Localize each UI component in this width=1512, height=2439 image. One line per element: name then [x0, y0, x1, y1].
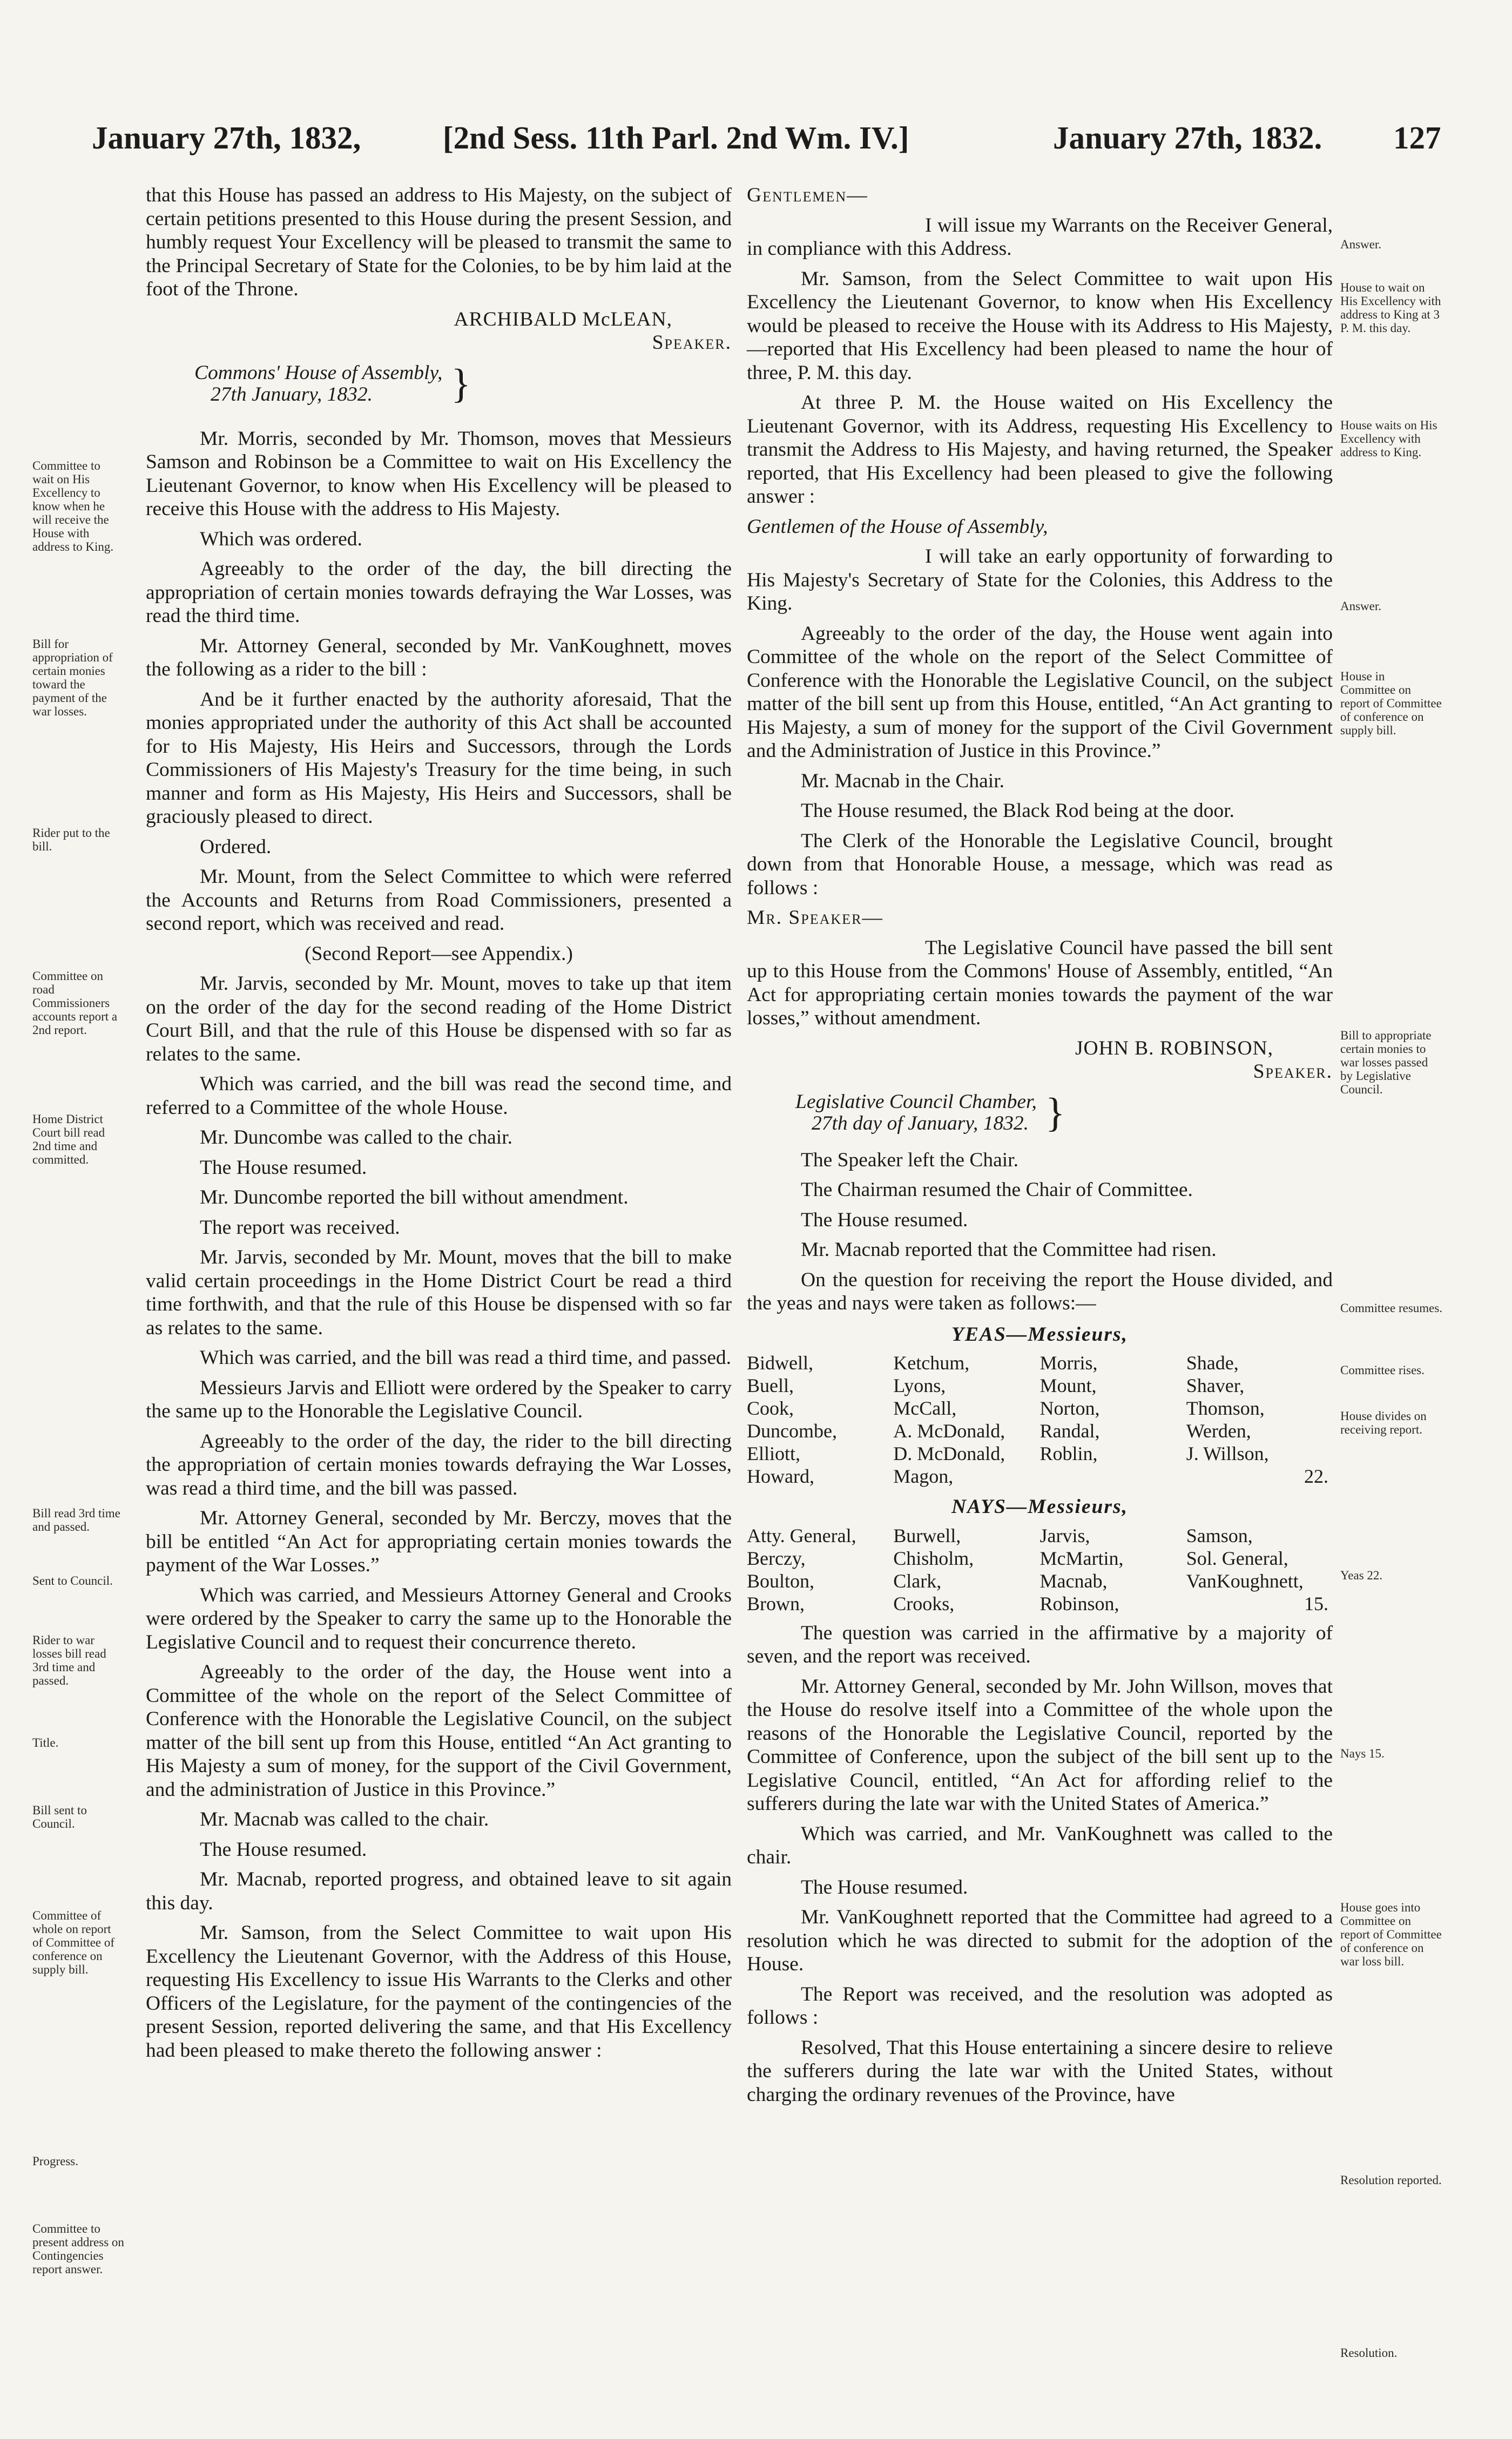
member-name: Duncombe,	[747, 1420, 837, 1442]
signature-title: Speaker.	[1253, 1060, 1333, 1083]
member-name: Mount,	[1040, 1375, 1097, 1396]
vote-total: 15.	[1304, 1592, 1328, 1614]
margin-note: Home District Court bill read 2nd time and committed.	[32, 1112, 105, 1166]
paragraph: Mr. Mount, from the Select Committee to which were referred the Accounts and Returns from Road Commissioners, presented a second report, which was received and read.	[146, 866, 732, 935]
vote-row	[747, 1397, 1333, 1420]
paragraph: On the question for receiving the report the House divided, and the yeas and nays were taken as follows:—	[747, 1268, 1333, 1314]
margin-note: Rider to war losses bill read 3rd time and passed.	[32, 1633, 106, 1687]
member-name: Chisholm,	[893, 1547, 974, 1569]
member-name: Sol. General,	[1186, 1547, 1288, 1569]
vote-total: 22.	[1304, 1465, 1328, 1487]
paragraph: Mr. Jarvis, seconded by Mr. Mount, moves to take up that item on the order of the day for the second reading of the Home District Court Bill, and that the rule of this House be dispensed with so far as relates to the same.	[146, 972, 732, 1065]
member-name: Magon,	[893, 1465, 954, 1487]
brace: }	[451, 361, 471, 407]
paragraph: Mr. Macnab reported that the Committee had risen.	[801, 1239, 1217, 1261]
member-name	[1040, 1465, 1186, 1488]
paragraph: The Report was received, and the resolution was adopted as follows :	[747, 1983, 1333, 2029]
paragraph: The House resumed.	[200, 1838, 367, 1861]
margin-note: Sent to Council.	[32, 1574, 113, 1587]
margin-note: Committee resumes.	[1340, 1301, 1443, 1315]
member-name: Thomson,	[1186, 1397, 1265, 1419]
nays-heading: NAYS—Messieurs,	[951, 1496, 1128, 1518]
paragraph: Agreeably to the order of the day, the House went into a Committee of the whole on the report of the Select Committee of Conference with the Honorable the Legislative Council, on the subject matter of the bill sent up from this House, entitled “An Act granting to His Majesty a sum of money, for the support of the Civil Government, and the administration of Justice in this Province.”	[146, 1661, 732, 1801]
paragraph: The Clerk of the Honorable the Legislative Council, brought down from that Honorable House, a message, which was read as follows :	[747, 829, 1333, 899]
paragraph: Mr. Attorney General, seconded by Mr. VanKoughnett, moves the following as a rider to the bill :	[146, 634, 732, 680]
paragraph: Mr. Attorney General, seconded by Mr. John Willson, moves that the House do resolve itself into a Committee of the whole upon the reasons of the Honorable the Legislative Council, reported by the Committee of Conference, upon the subject of the bill sent up to the Legislative Council, entitled, “An Act for affording relief to the sufferers during the late war with the United States of America.”	[747, 1675, 1333, 1815]
salutation: Mr. Speaker—	[747, 907, 883, 929]
member-name: Ketchum,	[893, 1352, 970, 1374]
member-name: Clark,	[893, 1570, 942, 1592]
vote-row	[747, 1465, 1333, 1488]
margin-note: Committee rises.	[1340, 1363, 1425, 1377]
member-name: Werden,	[1186, 1420, 1251, 1442]
member-name: Randal,	[1040, 1420, 1100, 1442]
page-number: 127	[1393, 120, 1441, 156]
member-name: VanKoughnett,	[1186, 1570, 1304, 1592]
member-name: J. Willson,	[1186, 1443, 1269, 1464]
paragraph: Mr. Macnab, reported progress, and obtained leave to sit again this day.	[146, 1868, 732, 1914]
paragraph: Which was carried, and Messieurs Attorney General and Crooks were ordered by the Speaker to carry the same up to the Honorable the Legislative Council and to request their concurrence thereto.	[146, 1584, 732, 1653]
paragraph: The House resumed, the Black Rod being at the door.	[801, 800, 1234, 822]
dateline-place: Commons' House of Assembly,	[194, 361, 443, 384]
margin-note: Answer.	[1340, 599, 1382, 613]
member-name	[1186, 1465, 1333, 1488]
member-name: Elliott,	[747, 1443, 800, 1464]
paragraph: Mr. VanKoughnett reported that the Committee had agreed to a resolution which he was directed to submit for the adoption of the House.	[747, 1906, 1333, 1975]
margin-note: Title.	[32, 1736, 59, 1749]
margin-note: House to wait on His Excellency with address to King at 3 P. M. this day.	[1340, 281, 1441, 335]
margin-note: Committee to wait on His Excellency to know when he will receive the House with address to King.	[32, 459, 114, 553]
margin-note: Progress.	[32, 2154, 78, 2168]
paragraph: Mr. Samson, from the Select Committee to wait upon His Excellency the Lieutenant Governor, with the Address of this House, requesting His Excellency to issue His Warrants to the Clerks and other Officers of the Legislature, for the payment of the contingencies of the present Session, reported delivering the same, and that His Excellency had been pleased to make thereto the following answer :	[146, 1922, 732, 2062]
signature-name: JOHN B. ROBINSON,	[1075, 1037, 1273, 1059]
member-name: Samson,	[1186, 1524, 1253, 1546]
margin-note: Bill read 3rd time and passed.	[32, 1506, 120, 1533]
dateline	[194, 362, 732, 406]
paragraph: The Legislative Council have passed the bill sent up to this House from the Commons' House of Assembly, entitled, “An Act for appropriating certain monies towards the payment of the war losses,” without amendment.	[747, 936, 1333, 1029]
paragraph: Agreeably to the order of the day, the bill directing the appropriation of certain monies towards defraying the War Losses, was read the third time.	[146, 558, 732, 627]
paragraph: The Chairman resumed the Chair of Committee.	[801, 1179, 1193, 1201]
margin-note: Resolution.	[1340, 2346, 1398, 2360]
margin-note: Bill for appropriation of certain monies toward the payment of the war losses.	[32, 637, 113, 718]
paragraph: I will take an early opportunity of forwarding to His Majesty's Secretary of State for the Colonies, this Address to the King.	[747, 545, 1333, 614]
paragraph: The question was carried in the affirmative by a majority of seven, and the report was received.	[747, 1622, 1333, 1667]
member-name: Macnab,	[1040, 1570, 1108, 1592]
vote-row	[747, 1524, 1333, 1547]
vote-row	[747, 1570, 1333, 1592]
paragraph: Messieurs Jarvis and Elliott were ordered by the Speaker to carry the same up to the Honorable the Legislative Council.	[146, 1376, 732, 1422]
member-name: Burwell,	[893, 1524, 961, 1546]
yeas-table	[747, 1352, 1333, 1488]
member-name: Roblin,	[1040, 1443, 1098, 1464]
member-name: McMartin,	[1040, 1547, 1124, 1569]
paragraph: Ordered.	[200, 835, 272, 858]
dateline-date: 27th day of January, 1832.	[812, 1112, 1029, 1134]
member-name: Atty. General,	[747, 1524, 856, 1546]
paragraph: Resolved, That this House entertaining a sincere desire to relieve the sufferers during the late war with the United States, without charging the ordinary revenues of the Province, have	[747, 2036, 1333, 2106]
salutation: Gentlemen of the House of Assembly,	[747, 515, 1048, 538]
member-name: Morris,	[1040, 1352, 1098, 1374]
member-name: A. McDonald,	[893, 1420, 1005, 1442]
paragraph: Which was carried, and the bill was read a third time, and passed.	[200, 1347, 732, 1369]
vote-row	[747, 1592, 1333, 1615]
margin-note: House divides on receiving report.	[1340, 1409, 1427, 1436]
margin-note: Committee of whole on report of Committee of conference on supply bill.	[32, 1909, 115, 1976]
margin-note: Rider put to the bill.	[32, 826, 110, 853]
member-name: D. McDonald,	[893, 1443, 1005, 1464]
paragraph: Mr. Macnab in the Chair.	[801, 769, 1005, 792]
member-name: Norton,	[1040, 1397, 1100, 1419]
member-name: Howard,	[747, 1465, 814, 1487]
dateline	[795, 1091, 1333, 1134]
member-name: McCall,	[893, 1397, 957, 1419]
paragraph: Which was carried, and the bill was read the second time, and referred to a Committee of the whole House.	[146, 1073, 732, 1119]
margin-note: Resolution reported.	[1340, 2173, 1442, 2187]
member-name	[1186, 1592, 1333, 1615]
paragraph: And be it further enacted by the authority aforesaid, That the monies appropriated under the authority of this Act shall be accounted for to His Majesty, His Heirs and Successors, through the Lords Commissioners of His Majesty's Treasury for the time being, in such manner and form as His Majesty, His Heirs and Successors, shall be graciously pleased to direct.	[146, 688, 732, 828]
paragraph: that this House has passed an address to His Majesty, on the subject of certain petitions presented to this House during the present Session, and humbly request Your Excellency will be pleased to transmit the same to the Principal Secretary of State for the Colonies, to be by him laid at the foot of the Throne.	[146, 184, 732, 300]
paragraph: I will issue my Warrants on the Receiver General, in compliance with this Address.	[747, 214, 1333, 260]
margin-note: House waits on His Excellency with address to King.	[1340, 418, 1437, 459]
paragraph: The Speaker left the Chair.	[801, 1148, 1018, 1171]
paragraph: Agreeably to the order of the day, the House went again into Committee of the whole on the report of the Select Committee of Conference with the Honorable the Legislative Council, on the subject matter of the bill sent up from this House, entitled, “An Act granting to His Majesty, a sum of money for the support of the Civil Government and the Administration of Justice in this Province.”	[747, 622, 1333, 762]
member-name: Berczy,	[747, 1547, 806, 1569]
paragraph: The House resumed.	[801, 1876, 968, 1898]
vote-row	[747, 1374, 1333, 1397]
running-header	[92, 111, 1453, 165]
member-name: Boulton,	[747, 1570, 815, 1592]
paragraph: Which was ordered.	[200, 528, 362, 550]
margin-note: Nays 15.	[1340, 1747, 1385, 1760]
member-name: Cook,	[747, 1397, 794, 1419]
yeas-heading: YEAS—Messieurs,	[951, 1323, 1128, 1346]
member-name: Bidwell,	[747, 1352, 813, 1374]
paragraph: The House resumed.	[200, 1156, 367, 1179]
signature-title: Speaker.	[652, 332, 732, 354]
dateline-place: Legislative Council Chamber,	[795, 1090, 1037, 1113]
paragraph: The report was received.	[200, 1216, 400, 1239]
member-name: Robinson,	[1040, 1592, 1119, 1614]
paragraph: Mr. Duncombe reported the bill without amendment.	[200, 1186, 629, 1208]
margin-note: House goes into Committee on report of Committee of conference on war loss bill.	[1340, 1901, 1442, 1968]
header-session: [2nd Sess. 11th Parl. 2nd Wm. IV.]	[443, 120, 909, 156]
vote-row	[747, 1352, 1333, 1374]
paragraph: Mr. Macnab was called to the chair.	[200, 1808, 489, 1830]
margin-note: Committee to present address on Contingencies report answer.	[32, 2222, 124, 2276]
margin-note: Yeas 22.	[1340, 1569, 1383, 1582]
member-name: Shaver,	[1186, 1375, 1245, 1396]
paragraph: Mr. Jarvis, seconded by Mr. Mount, moves that the bill to make valid certain proceedings in the Home District Court be read a third time forthwith, and that the rule of this House be dispensed with so far as relates to the same.	[146, 1246, 732, 1339]
paragraph: Mr. Morris, seconded by Mr. Thomson, moves that Messieurs Samson and Robinson be a Committee to wait on His Excellency the Lieutenant Governor, to know when His Excellency will be pleased to receive this House with the address to His Majesty.	[146, 427, 732, 520]
nays-table	[747, 1524, 1333, 1615]
dateline-date: 27th January, 1832.	[211, 383, 373, 406]
brace: }	[1045, 1090, 1065, 1136]
member-name: Shade,	[1186, 1352, 1239, 1374]
member-name: Buell,	[747, 1375, 794, 1396]
paragraph: Mr. Attorney General, seconded by Mr. Berczy, moves that the bill be entitled “An Act for appropriating certain monies towards the payment of the War Losses.”	[146, 1507, 732, 1576]
paragraph: Mr. Duncombe was called to the chair.	[200, 1126, 512, 1148]
paragraph: Which was carried, and Mr. VanKoughnett was called to the chair.	[747, 1822, 1333, 1868]
margin-note: Bill sent to Council.	[32, 1803, 87, 1830]
right-column	[747, 184, 1333, 2113]
margin-note: Committee on road Commissioners accounts report a 2nd report.	[32, 969, 118, 1037]
margin-note: Answer.	[1340, 238, 1382, 251]
member-name: Jarvis,	[1040, 1524, 1090, 1546]
member-name: Crooks,	[893, 1592, 955, 1614]
member-name: Brown,	[747, 1592, 805, 1614]
signature-name: ARCHIBALD McLEAN,	[454, 308, 672, 330]
margin-note: House in Committee on report of Committee of conference on supply bill.	[1340, 670, 1442, 737]
vote-row	[747, 1420, 1333, 1442]
left-column	[146, 184, 732, 2069]
header-date-left: January 27th, 1832,	[92, 120, 361, 156]
paragraph: The House resumed.	[801, 1208, 968, 1231]
paragraph: At three P. M. the House waited on His Excellency the Lieutenant Governor, with its Address, requesting His Excellency to transmit the Address to His Majesty, and having returned, the Speaker reported, that His Excellency had been pleased to give the following answer :	[747, 391, 1333, 508]
vote-row	[747, 1547, 1333, 1570]
paragraph: Mr. Samson, from the Select Committee to wait upon His Excellency the Lieutenant Governor, to know when His Excellency would be pleased to receive the House with its Address to His Majesty,—reported that His Excellency had been pleased to name the hour of three, P. M. this day.	[747, 267, 1333, 384]
margin-note: Bill to appropriate certain monies to war losses passed by Legislative Council.	[1340, 1029, 1432, 1096]
header-date-right: January 27th, 1832.	[1053, 120, 1322, 156]
member-name: Lyons,	[893, 1375, 946, 1396]
vote-row	[747, 1442, 1333, 1465]
paragraph: (Second Report—see Appendix.)	[305, 942, 573, 965]
paragraph: Agreeably to the order of the day, the rider to the bill directing the appropriation of certain monies towards defraying the War Losses, was read a third time, and the bill was passed.	[146, 1430, 732, 1499]
salutation: Gentlemen—	[747, 184, 868, 206]
